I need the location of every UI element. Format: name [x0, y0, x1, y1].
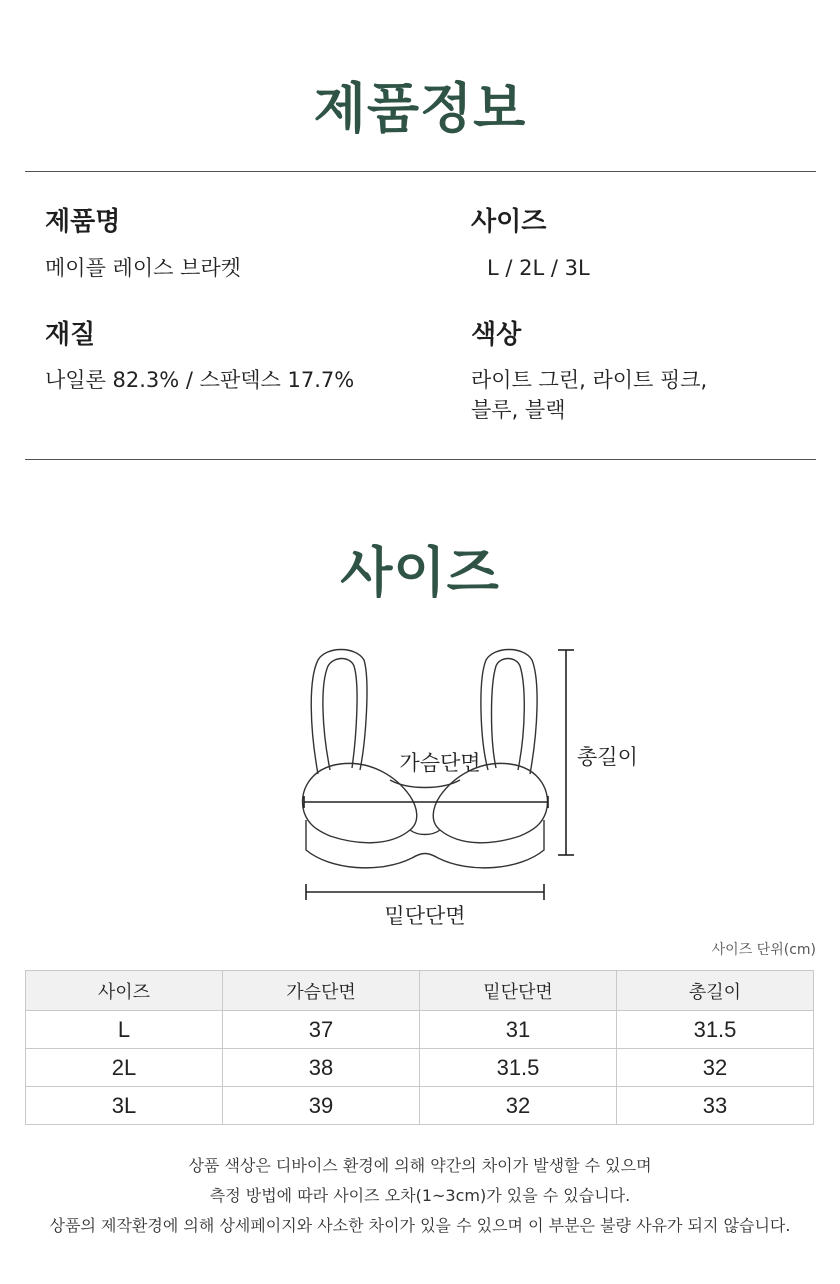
chest-label: 가슴단면 — [399, 751, 481, 775]
product-info-heading: 제품정보 — [313, 77, 527, 140]
cell-size: 3L — [26, 1087, 223, 1125]
header-bottom: 밑단단면 — [420, 971, 617, 1011]
cell-size: L — [26, 1011, 223, 1049]
size-value: L / 2L / 3L — [487, 256, 590, 280]
notice-line-2: 측정 방법에 따라 사이즈 오차(1~3cm)가 있을 수 있습니다. — [209, 1186, 631, 1205]
color-value-line1: 라이트 그린, 라이트 핑크, — [471, 368, 708, 392]
product-name-label: 제품명 — [45, 207, 121, 237]
notice-line-3: 상품의 제작환경에 의해 상세페이지와 사소한 차이가 있을 수 있으며 이 부분은 불량 사유가 되지 않습니다. — [49, 1216, 791, 1235]
unit-note: 사이즈 단위(cm) — [711, 942, 816, 958]
cell-chest: 39 — [223, 1087, 420, 1125]
total-length-label: 총길이 — [577, 745, 638, 769]
size-table — [25, 970, 814, 1125]
size-label: 사이즈 — [471, 207, 547, 237]
divider-top — [25, 171, 816, 172]
cell-bottom: 31.5 — [420, 1049, 617, 1087]
notice-line-1: 상품 색상은 디바이스 환경에 의해 약간의 차이가 발생할 수 있으며 — [188, 1156, 652, 1175]
cell-length: 31.5 — [617, 1011, 814, 1049]
bottom-label: 밑단단면 — [384, 904, 466, 928]
size-heading: 사이즈 — [340, 541, 500, 604]
table-header-row — [26, 971, 814, 1011]
cell-bottom: 31 — [420, 1011, 617, 1049]
table-row — [26, 1049, 814, 1087]
color-value-line2: 블루, 블랙 — [471, 398, 566, 422]
cell-chest: 38 — [223, 1049, 420, 1087]
header-size: 사이즈 — [26, 971, 223, 1011]
material-label: 재질 — [45, 320, 96, 350]
table-row — [26, 1011, 814, 1049]
cell-length: 33 — [617, 1087, 814, 1125]
header-chest: 가슴단면 — [223, 971, 420, 1011]
product-name-value: 메이플 레이스 브라켓 — [45, 256, 241, 280]
color-label: 색상 — [471, 320, 522, 350]
divider-bottom — [25, 459, 816, 460]
bralette-measurement-diagram — [290, 640, 650, 940]
cell-bottom: 32 — [420, 1087, 617, 1125]
cell-chest: 37 — [223, 1011, 420, 1049]
table-row — [26, 1087, 814, 1125]
cell-size: 2L — [26, 1049, 223, 1087]
material-value: 나일론 82.3% / 스판덱스 17.7% — [45, 368, 355, 392]
cell-length: 32 — [617, 1049, 814, 1087]
header-length: 총길이 — [617, 971, 814, 1011]
